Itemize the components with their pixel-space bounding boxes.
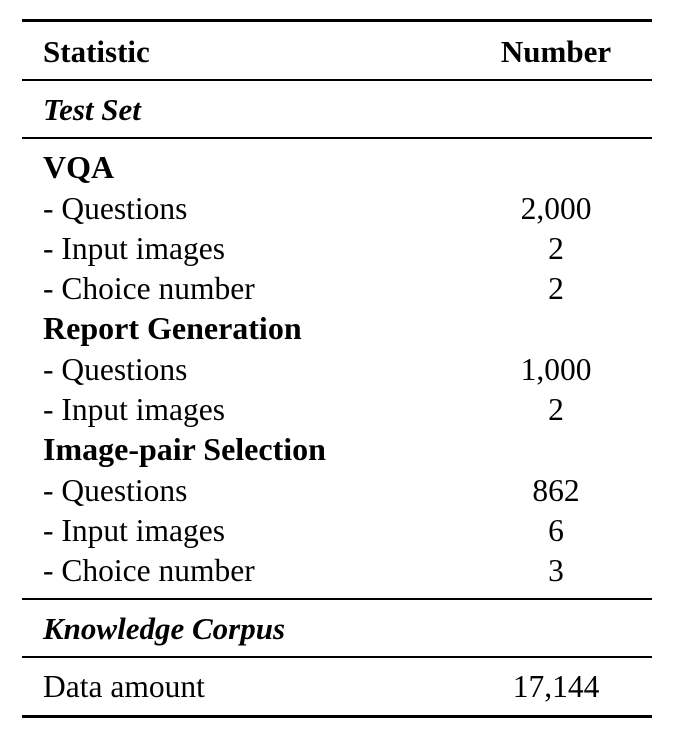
row-value: 2 xyxy=(548,271,564,306)
row-value: 2 xyxy=(548,392,564,427)
header-number: Number xyxy=(500,34,612,69)
row-value: 2,000 xyxy=(520,191,592,226)
section-rule xyxy=(22,656,652,658)
row-label: - Questions xyxy=(43,352,188,387)
row-label: - Questions xyxy=(43,473,188,508)
row-label: - Input images xyxy=(43,392,225,427)
section-rule xyxy=(22,598,652,600)
row-value: 6 xyxy=(548,513,564,548)
section-title-test-set: Test Set xyxy=(43,92,141,127)
row-value: 1,000 xyxy=(520,352,592,387)
group-title-image-pair-selection: Image-pair Selection xyxy=(43,431,326,467)
row-value: 862 xyxy=(532,473,580,508)
header-rule xyxy=(22,79,652,81)
row-label: - Input images xyxy=(43,231,225,266)
header-statistic: Statistic xyxy=(43,34,150,69)
row-label: - Questions xyxy=(43,191,188,226)
top-rule xyxy=(22,19,652,22)
section-rule xyxy=(22,137,652,139)
row-label: - Choice number xyxy=(43,553,255,588)
row-value: 3 xyxy=(548,553,564,588)
row-value: 2 xyxy=(548,231,564,266)
bottom-rule xyxy=(22,715,652,718)
group-title-report-generation: Report Generation xyxy=(43,310,302,346)
group-title-vqa: VQA xyxy=(43,149,115,185)
row-label: Data amount xyxy=(43,669,205,704)
row-value: 17,144 xyxy=(512,669,600,704)
section-title-knowledge-corpus: Knowledge Corpus xyxy=(43,611,286,646)
row-label: - Input images xyxy=(43,513,225,548)
row-label: - Choice number xyxy=(43,271,255,306)
